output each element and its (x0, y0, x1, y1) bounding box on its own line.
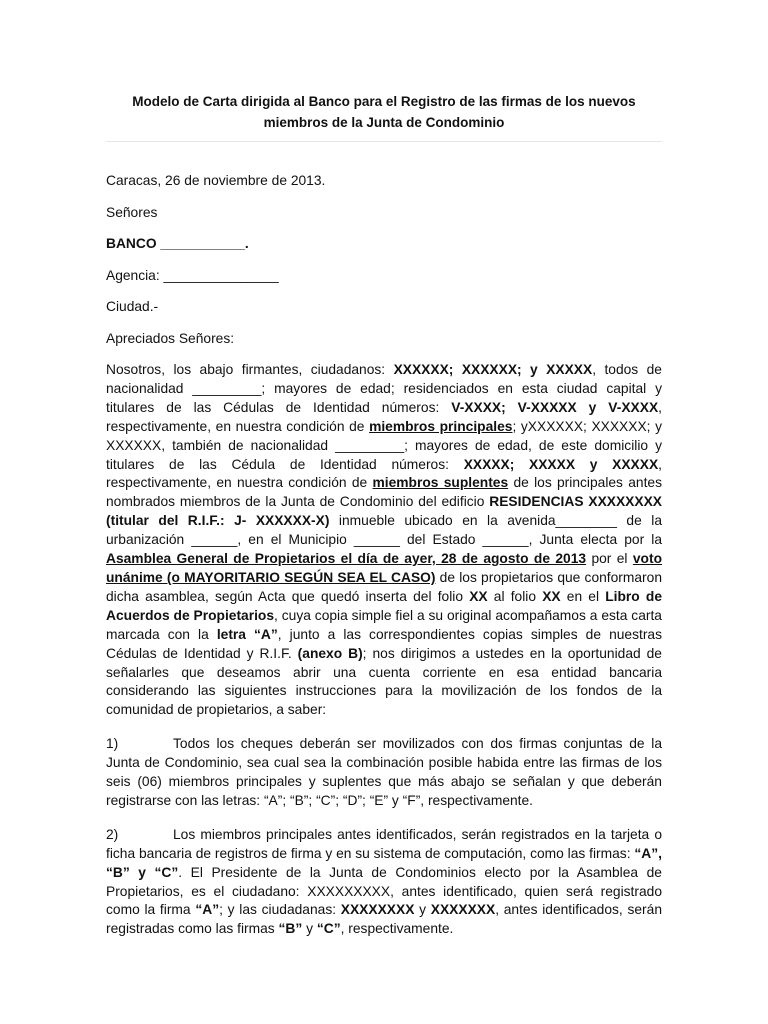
text-run: y (414, 902, 431, 918)
date-line: Caracas, 26 de noviembre de 2013. (106, 173, 326, 188)
signature-c: “C” (316, 921, 341, 937)
greeting: Apreciados Señores: (106, 330, 235, 346)
annex-b-ref: (anexo B) (297, 645, 363, 661)
member-name: XXXXXXX (430, 902, 496, 918)
text-run: de los propietarios que conformaron dicha asamblea, según Acta que quedó inserta del folio (106, 569, 662, 604)
city-line: Ciudad.- (106, 299, 159, 314)
text-run: , todos de nacionalidad _________; mayores de edad; residenciados en esta ciudad capital y titulares de las Cédulas de Identidad números: (106, 362, 662, 415)
book-name: Libro de Acuerdos de Propietarios (106, 588, 662, 623)
signature-letters: “A”, “B” y “C” (106, 845, 662, 880)
substitute-members-label: miembros suplentes (372, 475, 509, 491)
text-run: ; nos dirigimos a ustedes en la oportunidad de señalarles que deseamos abrir una cuenta corriente en esa entidad bancaria considerando las siguientes instrucciones para la movilización de los fondos de la comunidad de propietarios, a saber: (106, 645, 662, 718)
signature-b: “B” (278, 921, 303, 937)
text-run: al folio (487, 588, 543, 604)
member-name: XXXXXXXX (340, 902, 415, 918)
substitute-ids: XXXXX; XXXXX y XXXXX (463, 456, 659, 472)
text-run: de los principales antes nombrados miembros de la Junta de Condominio del edificio (106, 475, 662, 510)
instruction-item-2 (106, 826, 662, 939)
vote-reference: voto unánime (o MAYORITARIO SEGÚN SEA EL CASO) (106, 551, 662, 585)
letter-a-ref: letra “A” (216, 626, 278, 642)
text-run: y (302, 921, 317, 937)
agency-line: Agencia: _______________ (106, 267, 279, 283)
text-run: Los miembros principales antes identificados, serán registrados en la tarjeta o ficha bancaria de registros de firma y en su sistema de computación, como las firmas: (106, 826, 662, 861)
paragraph-intro (106, 361, 662, 720)
instruction-item-1 (106, 735, 662, 811)
text-run: ; yXXXXXX; XXXXXX; y XXXXXX, también de nacionalidad _________; mayores de edad, de este domicilio y titulares de las Cédula de Identidad números: (106, 418, 662, 472)
text-run: Nosotros, los abajo firmantes, ciudadanos: (106, 362, 394, 377)
letter-body (106, 172, 662, 939)
item-number: 2) (106, 826, 119, 842)
title-divider (106, 141, 662, 142)
text-run: en el (560, 588, 606, 604)
building-name: RESIDENCIAS XXXXXXXX (titular del R.I.F.: J- XXXXXX-X) (106, 494, 662, 529)
text-run: por el (586, 551, 633, 567)
folio-to: XX (542, 588, 561, 604)
text-run: , cuya copia simple fiel a su original acompañamos a esta carta marcada con la (106, 607, 662, 642)
signature-a: “A” (195, 902, 220, 918)
text-run: inmueble ubicado en la avenida________ de la urbanización ______, en el Municipio ______ del Estado ______, Junta electa por la (106, 513, 662, 548)
bank-line: BANCO ___________. (106, 236, 249, 251)
text-run: , antes identificados, serán registradas como las firmas (106, 902, 662, 937)
folio-from: XX (469, 588, 488, 604)
text-run: , respectivamente. (340, 921, 454, 937)
text-run: . El Presidente de la Junta de Condominios electo por la Asamblea de Propietarios, es el ciudadano: XXXXXXXXX, antes identificado, quien será registrado como la firma (106, 864, 662, 918)
text-run: , junto a las correspondientes copias simples de nuestras Cédulas de Identidad y R.I.F. (106, 626, 662, 661)
principal-members-label: miembros principales (369, 418, 513, 434)
principal-names: XXXXXX; XXXXXX; y XXXXX (393, 362, 593, 377)
assembly-reference: Asamblea General de Propietarios el día de ayer, 28 de agosto de 2013 (106, 551, 587, 567)
item-text: Todos los cheques deberán ser movilizados con dos firmas conjuntas de la Junta de Condominio, sea cual sea la combinación posible habida entre las firmas de los seis (06) miembros principales y suplentes que más abajo se señalan y que deberán registrarse con las letras: “A”; “B”; “C”; “D”; “E” y “F”, respectivamente. (106, 736, 662, 808)
text-run: , respectivamente, en nuestra condición de (106, 456, 662, 491)
document-title: Modelo de Carta dirigida al Banco para el Registro de las firmas de los nuevos miembros de la Junta de Condominio (132, 94, 636, 130)
principal-ids: V-XXXX; V-XXXXX y V-XXXX (451, 399, 659, 415)
text-run: ; y las ciudadanas: (219, 902, 341, 918)
item-number: 1) (106, 736, 119, 752)
text-run: , respectivamente, en nuestra condición de (106, 399, 662, 434)
salutation: Señores (106, 204, 158, 220)
